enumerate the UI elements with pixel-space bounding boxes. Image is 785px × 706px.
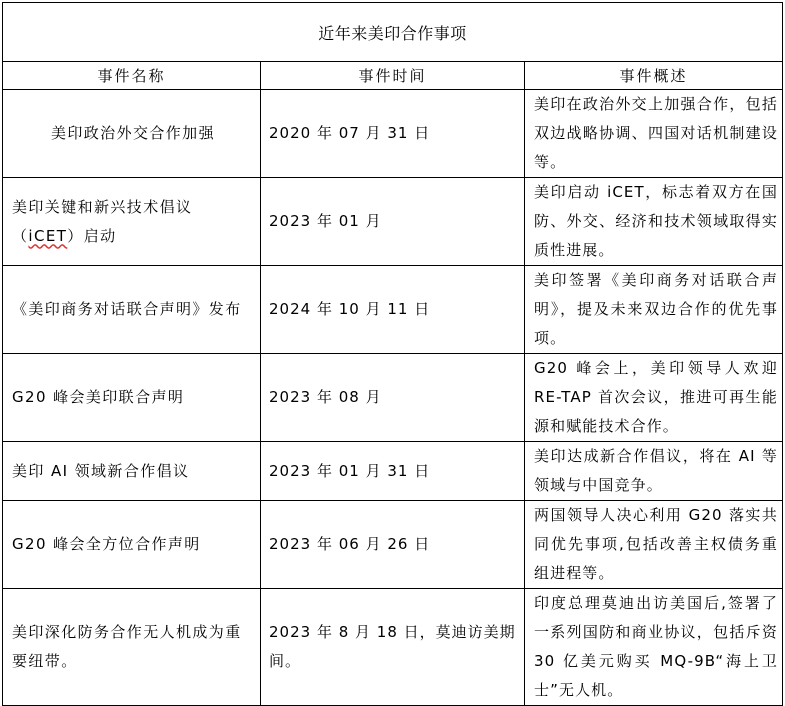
header-event-summary: 事件概述 xyxy=(525,62,783,90)
event-name-cell: 美印政治外交合作加强 xyxy=(3,90,261,178)
event-summary-cell: 两国领导人决心利用 G20 落实共同优先事项,包括改善主权债务重组进程等。 xyxy=(525,501,783,589)
event-summary-cell: 美印在政治外交上加强合作，包括双边战略协调、四国对话机制建设等。 xyxy=(525,90,783,178)
header-event-time: 事件时间 xyxy=(261,62,525,90)
event-time-cell: 2023 年 8 月 18 日，莫迪访美期间。 xyxy=(261,589,525,706)
spellcheck-marked-text: iCET xyxy=(28,226,68,245)
event-name-cell: G20 峰会美印联合声明 xyxy=(3,354,261,442)
table-row xyxy=(3,589,783,706)
event-name-cell: 《美印商务对话联合声明》发布 xyxy=(3,266,261,354)
event-summary-cell: 美印达成新合作倡议，将在 AI 等领域与中国竞争。 xyxy=(525,442,783,501)
event-summary-cell: 印度总理莫迪出访美国后,签署了一系列国防和商业协议，包括斥资 30 亿美元购买 MQ-9B“海上卫士”无人机。 xyxy=(525,589,783,706)
table-row xyxy=(3,90,783,178)
table-row xyxy=(3,442,783,501)
event-time-cell: 2023 年 08 月 xyxy=(261,354,525,442)
event-name-cell xyxy=(3,178,261,266)
header-row xyxy=(3,62,783,90)
event-name-cell: G20 峰会全方位合作声明 xyxy=(3,501,261,589)
event-summary-cell: 美印启动 iCET，标志着双方在国防、外交、经济和技术领域取得实质性进展。 xyxy=(525,178,783,266)
event-time-cell: 2020 年 07 月 31 日 xyxy=(261,90,525,178)
event-summary-cell: 美印签署《美印商务对话联合声明》，提及未来双边合作的优先事项。 xyxy=(525,266,783,354)
event-time-cell: 2024 年 10 月 11 日 xyxy=(261,266,525,354)
table-row xyxy=(3,354,783,442)
table-row xyxy=(3,501,783,589)
event-name-text: ）启动 xyxy=(67,226,117,245)
event-name-text: 美印关键和新兴技术倡议（ xyxy=(12,197,193,245)
title-row xyxy=(3,3,783,62)
header-event-name: 事件名称 xyxy=(3,62,261,90)
event-time-cell: 2023 年 01 月 31 日 xyxy=(261,442,525,501)
event-name-cell: 美印 AI 领域新合作倡议 xyxy=(3,442,261,501)
event-time-cell: 2023 年 01 月 xyxy=(261,178,525,266)
table-row xyxy=(3,266,783,354)
table-row xyxy=(3,178,783,266)
cooperation-table xyxy=(2,2,783,706)
event-time-cell: 2023 年 06 月 26 日 xyxy=(261,501,525,589)
table-title: 近年来美印合作事项 xyxy=(3,3,783,62)
event-summary-cell: G20 峰会上，美印领导人欢迎 RE-TAP 首次会议，推进可再生能源和赋能技术合作。 xyxy=(525,354,783,442)
event-name-cell: 美印深化防务合作无人机成为重要纽带。 xyxy=(3,589,261,706)
